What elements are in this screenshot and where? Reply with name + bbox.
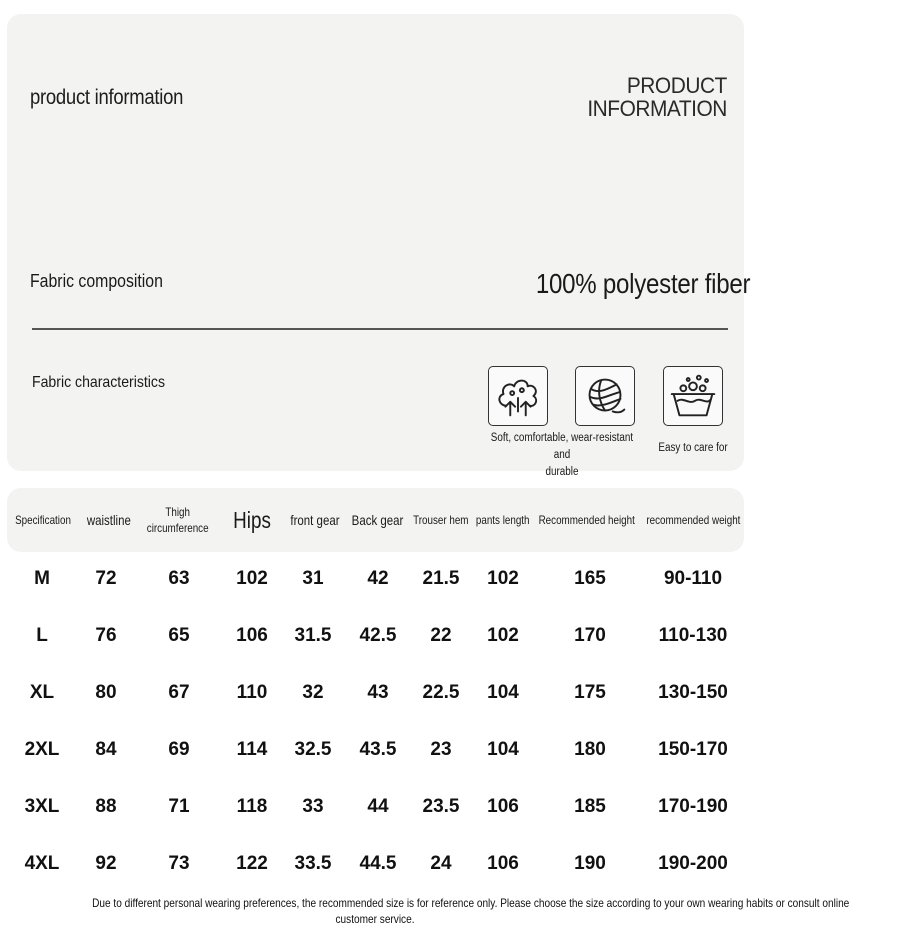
table-cell: 102 (236, 568, 268, 589)
feature-caption-care (647, 440, 738, 457)
table-cell: 33.5 (294, 853, 332, 874)
header-thigh-circumference: Thigh circumference (147, 505, 209, 535)
table-cell: 102 (487, 568, 519, 589)
table-cell: 42.5 (359, 625, 397, 646)
table-cell: 110 (236, 682, 268, 703)
size-label-cell: 3XL (24, 796, 60, 817)
header-trouser-hem: Trouser hem (413, 513, 469, 527)
size-label-cell: 2XL (24, 739, 60, 760)
table-cell: 21.5 (422, 568, 460, 589)
header-front-gear: front gear (290, 512, 340, 528)
feature-caption-soft (486, 430, 637, 481)
table-cell: 42 (367, 568, 389, 589)
table-row (0, 730, 750, 770)
table-cell: 72 (95, 568, 117, 589)
table-cell: 190-200 (658, 853, 728, 874)
table-row (0, 787, 750, 827)
table-row (0, 559, 750, 599)
table-cell: 180 (574, 739, 606, 760)
table-cell: 80 (95, 682, 117, 703)
fabric-composition-value: 100% polyester fiber (535, 268, 750, 299)
table-cell: 175 (574, 682, 606, 703)
feature-caption-soft-line1: Soft, comfortable, wear-resistant and (490, 432, 634, 461)
table-cell: 104 (487, 682, 519, 703)
table-cell: 104 (487, 739, 519, 760)
table-cell: 31 (302, 568, 324, 589)
size-label-cell: L (36, 625, 48, 646)
table-cell: 65 (168, 625, 190, 646)
table-cell: 106 (487, 853, 519, 874)
table-cell: 114 (236, 739, 268, 760)
table-cell: 44.5 (359, 853, 397, 874)
product-info-title-en (587, 74, 727, 120)
header-back-gear: Back gear (352, 512, 404, 528)
table-cell: 122 (236, 853, 268, 874)
table-row (0, 844, 750, 884)
table-cell: 71 (168, 796, 190, 817)
table-cell: 22 (430, 625, 452, 646)
feature-caption-care-line1: Easy to care for (658, 442, 728, 454)
table-cell: 150-170 (658, 739, 728, 760)
table-cell: 63 (168, 568, 190, 589)
header-recommended-height: Recommended height (538, 513, 636, 527)
wash-basin-icon (663, 366, 723, 426)
size-footnote-line1: Due to different personal wearing preferences, the recommended size is for reference only. Please choose the size according to your own wearing habits or consult online (92, 896, 850, 910)
product-info-title-en-line1: PRODUCT (626, 73, 727, 98)
size-label-cell: XL (29, 682, 55, 703)
table-cell: 23 (430, 739, 452, 760)
table-cell: 23.5 (422, 796, 460, 817)
table-cell: 24 (430, 853, 452, 874)
divider (32, 328, 728, 330)
table-cell: 43.5 (359, 739, 397, 760)
table-cell: 33 (302, 796, 324, 817)
table-cell: 185 (574, 796, 606, 817)
table-cell: 22.5 (422, 682, 460, 703)
product-info-title: product information (30, 86, 184, 109)
table-cell: 73 (168, 853, 190, 874)
header-pants-length: pants length (476, 513, 530, 527)
header-hips: Hips (233, 507, 271, 533)
table-cell: 69 (168, 739, 190, 760)
table-cell: 170-190 (658, 796, 728, 817)
table-cell: 88 (95, 796, 117, 817)
yarn-ball-icon (575, 366, 635, 426)
table-cell: 92 (95, 853, 117, 874)
table-cell: 32.5 (294, 739, 332, 760)
table-cell: 106 (487, 796, 519, 817)
size-label-cell: 4XL (24, 853, 60, 874)
table-cell: 90-110 (663, 568, 723, 589)
table-row (0, 616, 750, 656)
table-cell: 110-130 (658, 625, 728, 646)
table-cell: 32 (302, 682, 324, 703)
size-label-cell: M (34, 568, 50, 589)
size-footnote (20, 895, 850, 927)
fabric-characteristics-label: Fabric characteristics (32, 374, 166, 391)
header-specification: Specification (15, 513, 71, 527)
table-cell: 31.5 (294, 625, 332, 646)
table-cell: 76 (95, 625, 117, 646)
fabric-composition-label: Fabric composition (30, 271, 163, 291)
table-cell: 165 (574, 568, 606, 589)
table-cell: 67 (168, 682, 190, 703)
table-cell: 130-150 (658, 682, 728, 703)
header-recommended-weight: recommended weight (645, 513, 741, 527)
table-cell: 170 (574, 625, 606, 646)
table-cell: 44 (367, 796, 389, 817)
table-cell: 84 (95, 739, 117, 760)
table-row (0, 673, 750, 713)
table-cell: 106 (236, 625, 268, 646)
table-cell: 118 (236, 796, 268, 817)
cotton-arrows-icon (488, 366, 548, 426)
size-footnote-line2: customer service. (335, 912, 415, 926)
product-info-title-en-line2: INFORMATION (587, 96, 727, 121)
table-cell: 102 (487, 625, 519, 646)
header-waistline: waistline (86, 512, 132, 528)
table-cell: 190 (574, 853, 606, 874)
table-cell: 43 (367, 682, 389, 703)
feature-caption-soft-line2: durable (545, 466, 579, 478)
